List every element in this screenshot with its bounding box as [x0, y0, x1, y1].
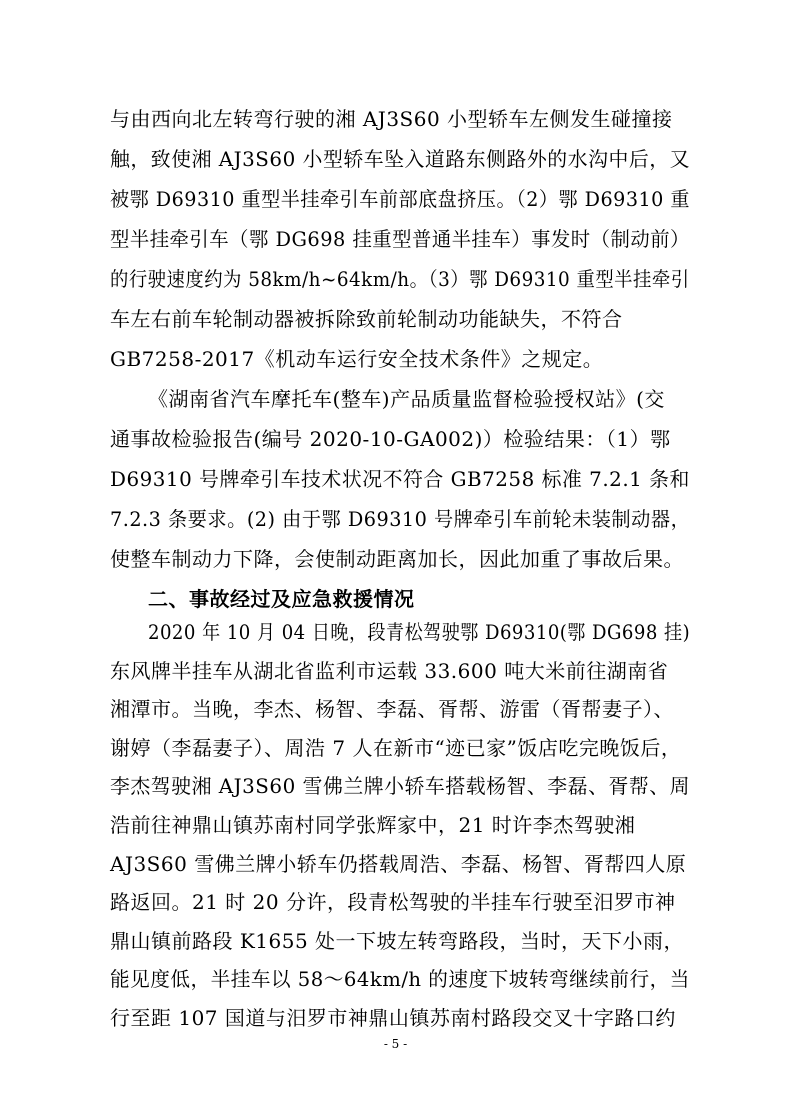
paragraph-line: 型半挂牵引车（鄂 DG698 挂重型普通半挂车）事发时（制动前）: [110, 227, 690, 251]
paragraph-line: 鼎山镇前路段 K1655 处一下坡左转弯路段，当时，天下小雨，: [110, 928, 685, 953]
paragraph-line: AJ3S60 雪佛兰牌小轿车仍搭载周浩、李磊、杨智、胥帮四人原: [110, 851, 687, 876]
section-heading: 二、事故经过及应急救援情况: [148, 587, 415, 611]
paragraph-line: 行至距 107 国道与汨罗市神鼎山镇苏南村路段交叉十字路口约: [110, 1006, 676, 1030]
paragraph-line: 的行驶速度约为 58km/h~64km/h。（3）鄂 D69310 重型半挂牵引: [110, 267, 690, 291]
paragraph-line: 浩前往神鼎山镇苏南村同学张辉家中，21 时许李杰驾驶湘: [110, 813, 636, 837]
paragraph-line: 能见度低，半挂车以 58～64km/h 的速度下坡转弯继续前行，当: [110, 967, 690, 992]
paragraph-line: 通事故检验报告(编号 2020-10-GA002)）检验结果：（1）鄂: [110, 427, 671, 451]
paragraph-line: 湘潭市。当晚，李杰、杨智、李磊、胥帮、游雷（胥帮妻子）、: [110, 697, 674, 722]
paragraph-line: 被鄂 D69310 重型半挂牵引车前部底盘挤压。（2）鄂 D69310 重: [110, 187, 690, 211]
paragraph-line: 谢婷（李磊妻子）、周浩 7 人在新市“迹已家”饭店吃完晚饭后，: [110, 735, 682, 760]
paragraph-line: 使整车制动力下降，会使制动距离加长，因此加重了事故后果。: [110, 547, 684, 571]
paragraph-line: 东风牌半挂车从湖北省监利市运载 33.600 吨大米前往湖南省: [110, 658, 669, 683]
paragraph-line: 李杰驾驶湘 AJ3S60 雪佛兰牌小轿车搭载杨智、李磊、胥帮、周: [110, 774, 691, 799]
paragraph-line: 2020 年 10 月 04 日晚，段青松驾驶鄂 D69310(鄂 DG698 挂): [148, 620, 691, 644]
paragraph-line: 《湖南省汽车摩托车(整车)产品质量监督检验授权站》(交: [148, 387, 665, 411]
page-number: - 5 -: [383, 1037, 408, 1051]
paragraph-line: D69310 号牌牵引车技术状况不符合 GB7258 标准 7.2.1 条和: [110, 467, 690, 491]
paragraph-line: 7.2.3 条要求。(2) 由于鄂 D69310 号牌牵引车前轮未装制动器，: [110, 507, 691, 531]
paragraph-line: 触，致使湘 AJ3S60 小型轿车坠入道路东侧路外的水沟中后，又: [110, 147, 691, 171]
paragraph-line: GB7258-2017《机动车运行安全技术条件》之规定。: [110, 347, 604, 371]
paragraph-line: 路返回。21 时 20 分许，段青松驾驶的半挂车行驶至汨罗市神: [110, 890, 676, 915]
paragraph-line: 车左右前车轮制动器被拆除致前轮制动功能缺失，不符合: [110, 307, 623, 331]
paragraph-line: 与由西向北左转弯行驶的湘 AJ3S60 小型轿车左侧发生碰撞接: [110, 107, 673, 131]
